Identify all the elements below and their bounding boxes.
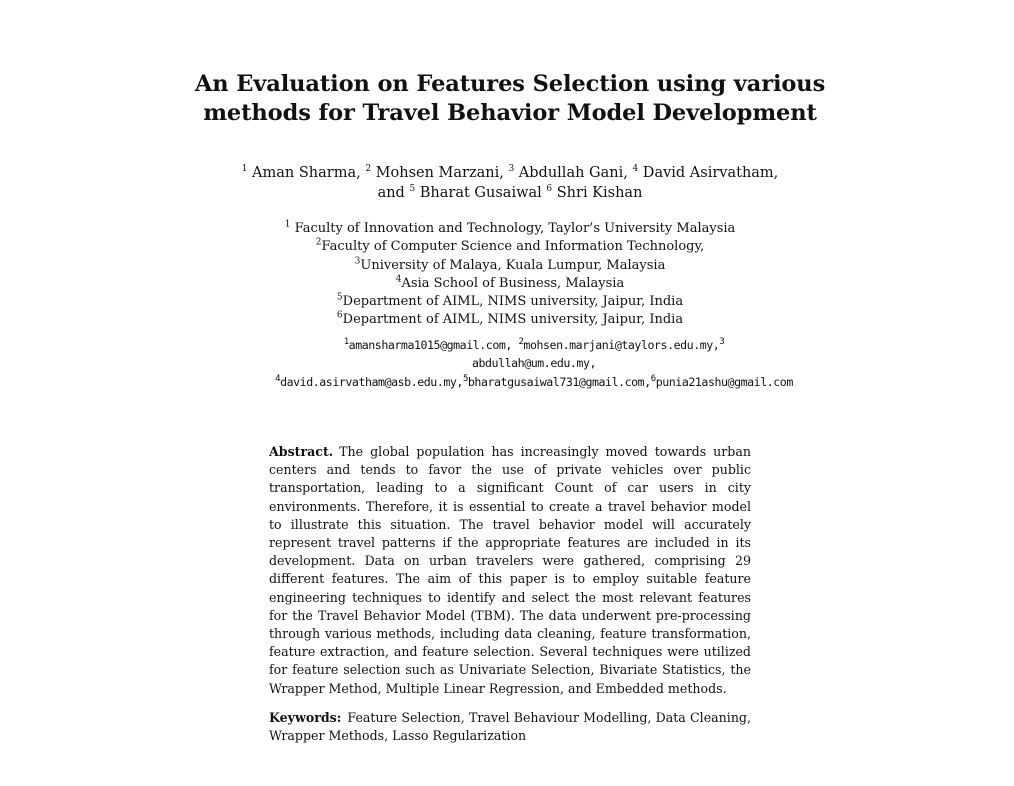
author-1: Aman Sharma,: [247, 165, 366, 181]
paper-title: [0, 70, 1014, 128]
affiliation-5-mark: 5: [336, 292, 343, 303]
emails-line-2: [0, 354, 1014, 372]
author-2: Mohsen Marzani,: [371, 165, 509, 181]
authors-line-1: [0, 163, 1014, 183]
email-1-mark: 1: [343, 337, 349, 348]
emails-line-3: [0, 373, 1014, 391]
email-6-mark: 6: [650, 373, 656, 384]
author-emails: [0, 336, 1014, 391]
author-list: [0, 163, 1014, 203]
emails-line-1: [0, 336, 1014, 354]
author-1-mark: 1: [241, 164, 248, 175]
affiliation-4-mark: 4: [395, 274, 402, 285]
email-3: abdullah@um.edu.my,: [471, 356, 597, 371]
authors-line-2: [0, 183, 1014, 203]
keywords-paragraph: [269, 709, 751, 745]
abstract-text: The global population has increasingly moved towards urban centers and tends to favor the use of private vehicles over public transportation, leading to a significant Count of car users in city environments. Therefore, it is essential to create a travel behavior model to illustrate this situation. The travel behavior model will accurately represent travel patterns if the appropriate features are included in its development. Data on urban travelers were gathered, comprising 29 different features. The aim of this paper is to employ suitable feature engineering techniques to identify and select the most relevant features for the Travel Behavior Model (TBM). The data underwent pre-processing through various methods, including data cleaning, feature transformation, feature extraction, and feature selection. Several techniques were utilized for feature selection such as Univariate Selection, Bivariate Statistics, the Wrapper Method, Multiple Linear Regression, and Embedded methods.: [269, 444, 751, 696]
email-1: amansharma1015@gmail.com,: [348, 338, 519, 352]
email-5: bharatgusaiwal731@gmail.com,: [467, 374, 651, 389]
affiliation-2-text: Faculty of Computer Science and Information Technology,: [321, 239, 705, 255]
title-line-2: methods for Travel Behavior Model Development: [203, 100, 817, 126]
affiliation-5-text: Department of AIML, NIMS university, Jaipur, India: [342, 294, 684, 310]
affiliations: [0, 220, 1014, 330]
affiliation-3-mark: 3: [354, 256, 361, 267]
affiliation-6: [0, 311, 1014, 329]
affiliation-2: [0, 238, 1014, 256]
affiliation-4-text: Asia School of Business, Malaysia: [401, 275, 625, 291]
affiliation-1-text: Faculty of Innovation and Technology, Taylor’s University Malaysia: [290, 221, 736, 236]
affiliation-6-mark: 6: [336, 311, 343, 322]
author-3-mark: 3: [508, 164, 515, 175]
abstract-label: Abstract.: [269, 444, 334, 459]
email-2: mohsen.marjani@taylors.edu.my,: [523, 338, 720, 352]
author-4-mark: 4: [632, 164, 639, 175]
keywords-label: Keywords:: [269, 709, 342, 725]
keywords-text: Feature Selection, Travel Behaviour Modelling, Data Cleaning, Wrapper Methods, Lasso Regularization: [269, 709, 751, 744]
affiliation-3-text: University of Malaya, Kuala Lumpur, Malaysia: [360, 257, 666, 273]
email-6: punia21ashu@gmail.com: [655, 374, 793, 389]
affiliation-4: [0, 275, 1014, 293]
author-5: Bharat Gusaiwal: [415, 185, 547, 201]
title-line-1: An Evaluation on Features Selection using various: [194, 71, 826, 97]
affiliation-1-mark: 1: [284, 219, 291, 230]
affiliation-2-mark: 2: [315, 237, 322, 248]
email-4-mark: 4: [275, 373, 281, 384]
affiliation-6-text: Department of AIML, NIMS university, Jaipur, India: [342, 312, 684, 328]
abstract-section: [269, 443, 751, 745]
author-6-mark: 6: [546, 184, 553, 195]
author-3: Abdullah Gani,: [514, 165, 633, 181]
author-and: and: [377, 185, 410, 201]
author-4: David Asirvatham,: [638, 165, 779, 181]
email-4: david.asirvatham@asb.edu.my,: [280, 374, 463, 389]
affiliation-3: [0, 257, 1014, 275]
abstract-paragraph: [269, 443, 751, 698]
affiliation-1: [0, 220, 1014, 238]
email-5-mark: 5: [462, 373, 468, 384]
author-6: Shri Kishan: [552, 185, 643, 201]
email-2-mark: 2: [518, 337, 524, 348]
affiliation-5: [0, 293, 1014, 311]
email-3-mark: 3: [719, 337, 725, 348]
author-2-mark: 2: [365, 164, 372, 175]
author-5-mark: 5: [409, 184, 416, 195]
